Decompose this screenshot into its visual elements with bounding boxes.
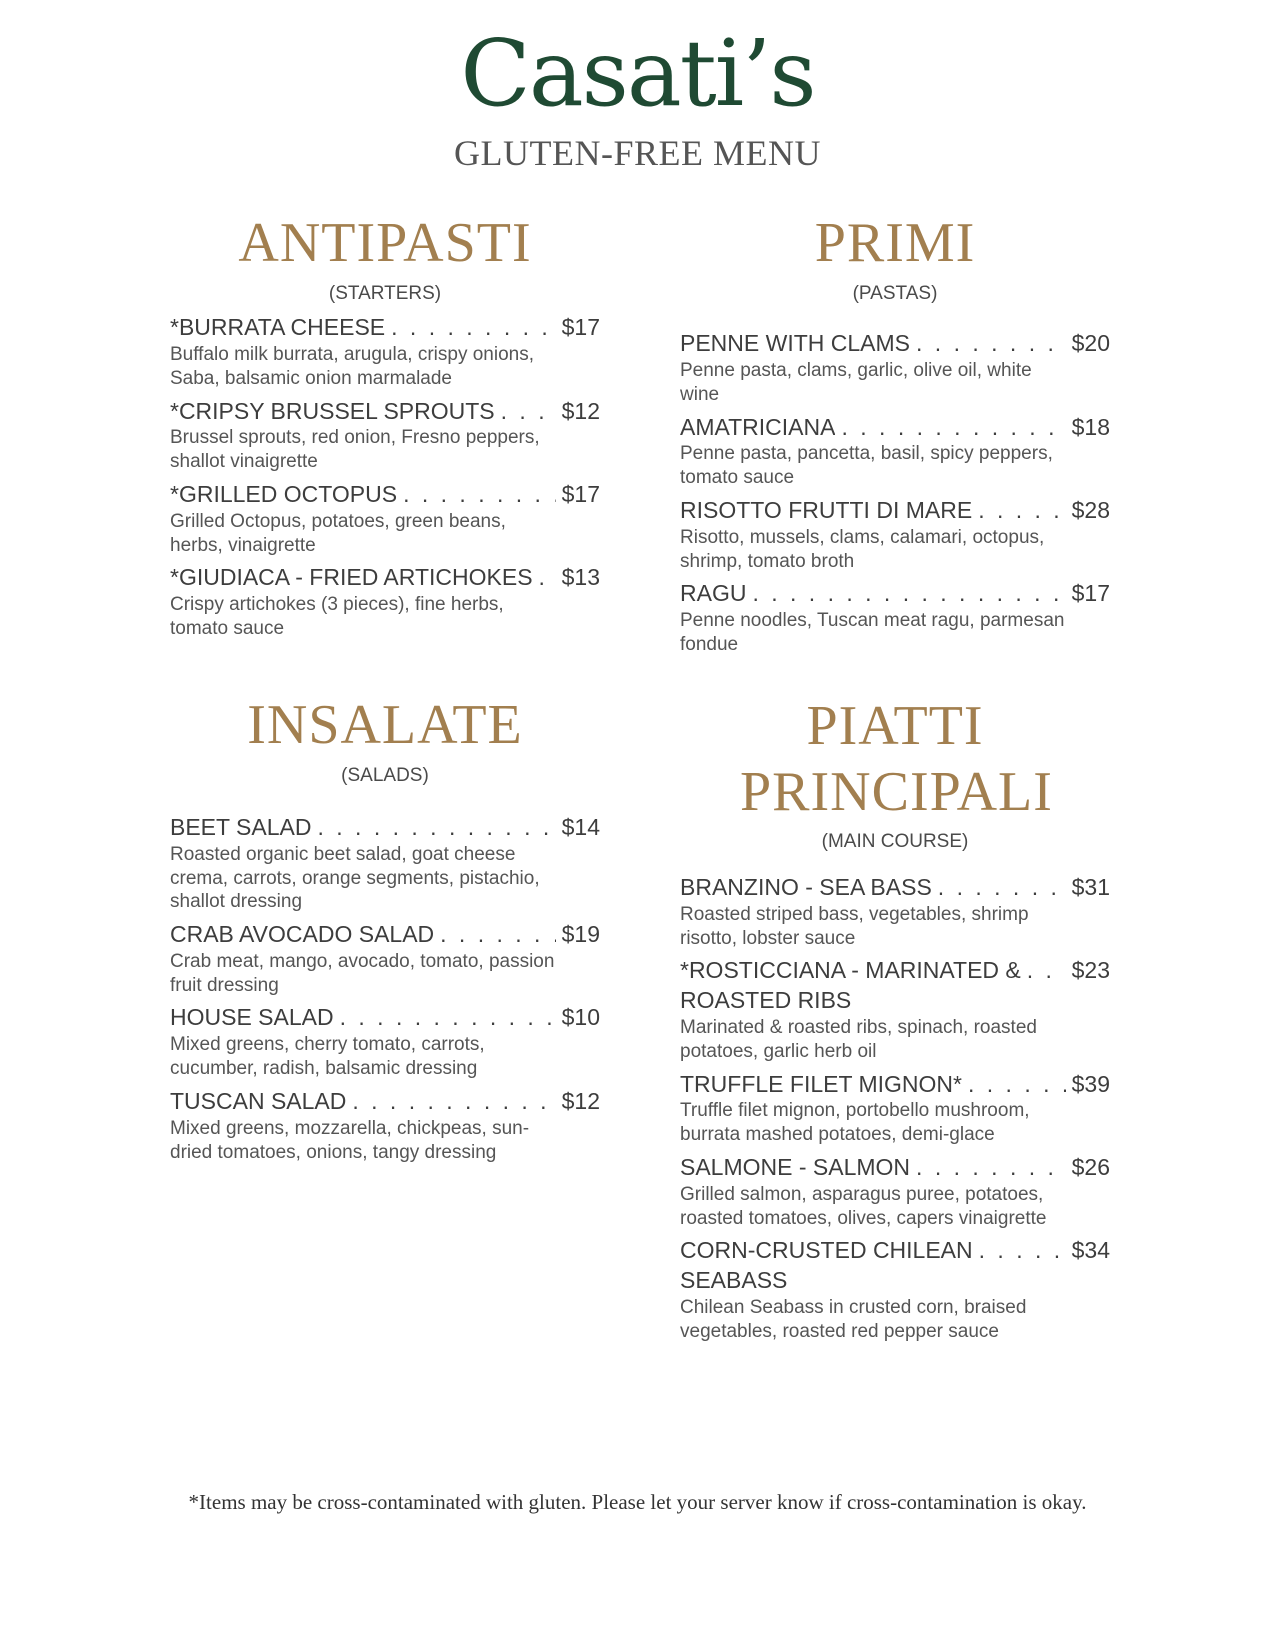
item-price: $18 (1071, 413, 1110, 440)
dot-leader (539, 563, 556, 593)
section-subtitle: (STARTERS) (328, 283, 442, 305)
item-description: Marinated & roasted ribs, spinach, roasted potatoes, garlic herb oil (680, 1017, 1037, 1062)
item-description: Crispy artichokes (3 pieces), fine herbs, tomato sauce (170, 594, 504, 639)
item-description: Grilled salmon, asparagus puree, potatoes, roasted tomatoes, olives, capers vinaigrette (680, 1183, 1047, 1229)
item-price: $17 (1071, 580, 1110, 607)
section-antipasti (170, 210, 600, 641)
item-description: Crab meat, mango, avocado, tomato, passion fruit dressing (170, 950, 555, 996)
item-price: $12 (561, 1087, 600, 1114)
item-price: $39 (1071, 1070, 1110, 1097)
section-title: PIATTI PRINCIPALI (740, 694, 1053, 823)
menu-header (0, 20, 1275, 174)
item-price: $17 (561, 480, 600, 507)
item-price: $23 (1071, 957, 1110, 984)
cross-contamination-note: *Items may be cross-contaminated with gluten. Please let your server know if cross-contamination is okay. (188, 1490, 1087, 1514)
menu-item (170, 920, 600, 997)
item-name: RISOTTO FRUTTI DI MARE (680, 496, 973, 523)
dot-leader (978, 496, 1065, 526)
menu-item (170, 397, 600, 474)
menu-subtitle: GLUTEN-FREE MENU (454, 133, 821, 173)
dot-leader (916, 1153, 1066, 1183)
menu-item (680, 956, 1110, 1063)
item-name-continued: SEABASS (680, 1267, 788, 1294)
menu-item (680, 413, 1110, 490)
dot-leader (501, 397, 556, 427)
item-description: Penne pasta, clams, garlic, olive oil, white wine (680, 360, 1032, 405)
dot-leader (391, 313, 555, 343)
dot-leader (317, 813, 555, 843)
menu-item (680, 579, 1110, 656)
dot-leader (352, 1087, 555, 1117)
item-price: $12 (561, 397, 600, 424)
dot-leader (841, 413, 1065, 443)
dot-leader (440, 920, 555, 950)
item-description: Penne pasta, pancetta, basil, spicy peppers, tomato sauce (680, 443, 1053, 489)
item-price: $13 (561, 564, 600, 591)
item-description: Roasted organic beet salad, goat cheese crema, carrots, orange segments, pistachio, shallot dressing (170, 843, 540, 913)
item-price: $34 (1071, 1237, 1110, 1264)
item-name: TRUFFLE FILET MIGNON* (680, 1070, 962, 1097)
menu-item (680, 1070, 1110, 1147)
item-name: CRAB AVOCADO SALAD (170, 921, 435, 948)
section-subtitle: (SALADS) (341, 764, 429, 786)
item-price: $19 (561, 921, 600, 948)
item-name: BEET SALAD (170, 813, 312, 840)
item-name: SALMONE - SALMON (680, 1153, 911, 1180)
item-name: *CRIPSY BRUSSEL SPROUTS (170, 397, 495, 424)
item-name: *GIUDIACA - FRIED ARTICHOKES (170, 564, 533, 591)
right-column (680, 210, 1110, 1350)
section-primi (680, 210, 1110, 657)
item-price: $26 (1071, 1153, 1110, 1180)
menu-item (680, 496, 1110, 573)
item-price: $17 (561, 314, 600, 341)
item-price: $10 (561, 1004, 600, 1031)
dot-leader (403, 480, 556, 510)
restaurant-logo: Casati’s (460, 20, 815, 127)
item-name: BRANZINO - SEA BASS (680, 873, 932, 900)
dot-leader (938, 873, 1066, 903)
item-price: $31 (1071, 873, 1110, 900)
item-description: Penne noodles, Tuscan meat ragu, parmesan fondue (680, 610, 1065, 655)
menu-item (680, 1236, 1110, 1343)
item-description: Buffalo milk burrata, arugula, crispy onions, Saba, balsamic onion marmalade (170, 344, 534, 389)
menu-item (680, 873, 1110, 950)
menu-item (680, 1153, 1110, 1230)
item-name: CORN-CRUSTED CHILEAN (680, 1237, 973, 1264)
left-column (170, 210, 600, 1170)
menu-item (680, 329, 1110, 406)
dot-leader (752, 579, 1065, 609)
menu-item (170, 480, 600, 557)
section-title: ANTIPASTI (238, 212, 532, 274)
item-name: RAGU (680, 580, 747, 607)
item-description: Truffle filet mignon, portobello mushroom, burrata mashed potatoes, demi-glace (680, 1100, 1030, 1146)
item-description: Mixed greens, cherry tomato, carrots, cucumber, radish, balsamic dressing (170, 1034, 485, 1080)
section-title: INSALATE (247, 693, 523, 756)
item-price: $20 (1071, 330, 1110, 357)
item-name: TUSCAN SALAD (170, 1087, 347, 1114)
item-name: *BURRATA CHEESE (170, 314, 386, 341)
item-name: *GRILLED OCTOPUS (170, 480, 398, 507)
menu-item (170, 1003, 600, 1080)
item-price: $14 (561, 813, 600, 840)
item-name: PENNE WITH CLAMS (680, 330, 911, 357)
item-description: Brussel sprouts, red onion, Fresno peppers, shallot vinaigrette (170, 427, 540, 473)
dot-leader (916, 329, 1066, 359)
dot-leader (968, 1070, 1066, 1100)
item-name: *ROSTICCIANA - MARINATED & (680, 957, 1021, 984)
menu-item (170, 313, 600, 390)
menu-item (170, 813, 600, 914)
item-name-continued: ROASTED RIBS (680, 987, 852, 1014)
dot-leader (340, 1003, 556, 1033)
dot-leader (1027, 956, 1066, 986)
dot-leader (979, 1236, 1066, 1266)
item-price: $28 (1071, 496, 1110, 523)
menu-item (170, 563, 600, 640)
item-description: Mixed greens, mozzarella, chickpeas, sun-dried tomatoes, onions, tangy dressing (170, 1117, 530, 1163)
item-name: HOUSE SALAD (170, 1004, 334, 1031)
section-subtitle: (PASTAS) (852, 283, 938, 305)
section-title: PRIMI (814, 212, 976, 274)
menu-item (170, 1087, 600, 1164)
section-subtitle: (MAIN COURSE) (821, 830, 969, 852)
item-name: AMATRICIANA (680, 413, 836, 440)
item-description: Roasted striped bass, vegetables, shrimp risotto, lobster sauce (680, 903, 1029, 949)
section-insalate (170, 692, 600, 1165)
section-piatti-principali (680, 693, 1110, 1344)
item-description: Chilean Seabass in crusted corn, braised vegetables, roasted red pepper sauce (680, 1297, 1027, 1342)
item-description: Risotto, mussels, clams, calamari, octopus, shrimp, tomato broth (680, 526, 1045, 572)
item-description: Grilled Octopus, potatoes, green beans, herbs, vinaigrette (170, 510, 506, 556)
